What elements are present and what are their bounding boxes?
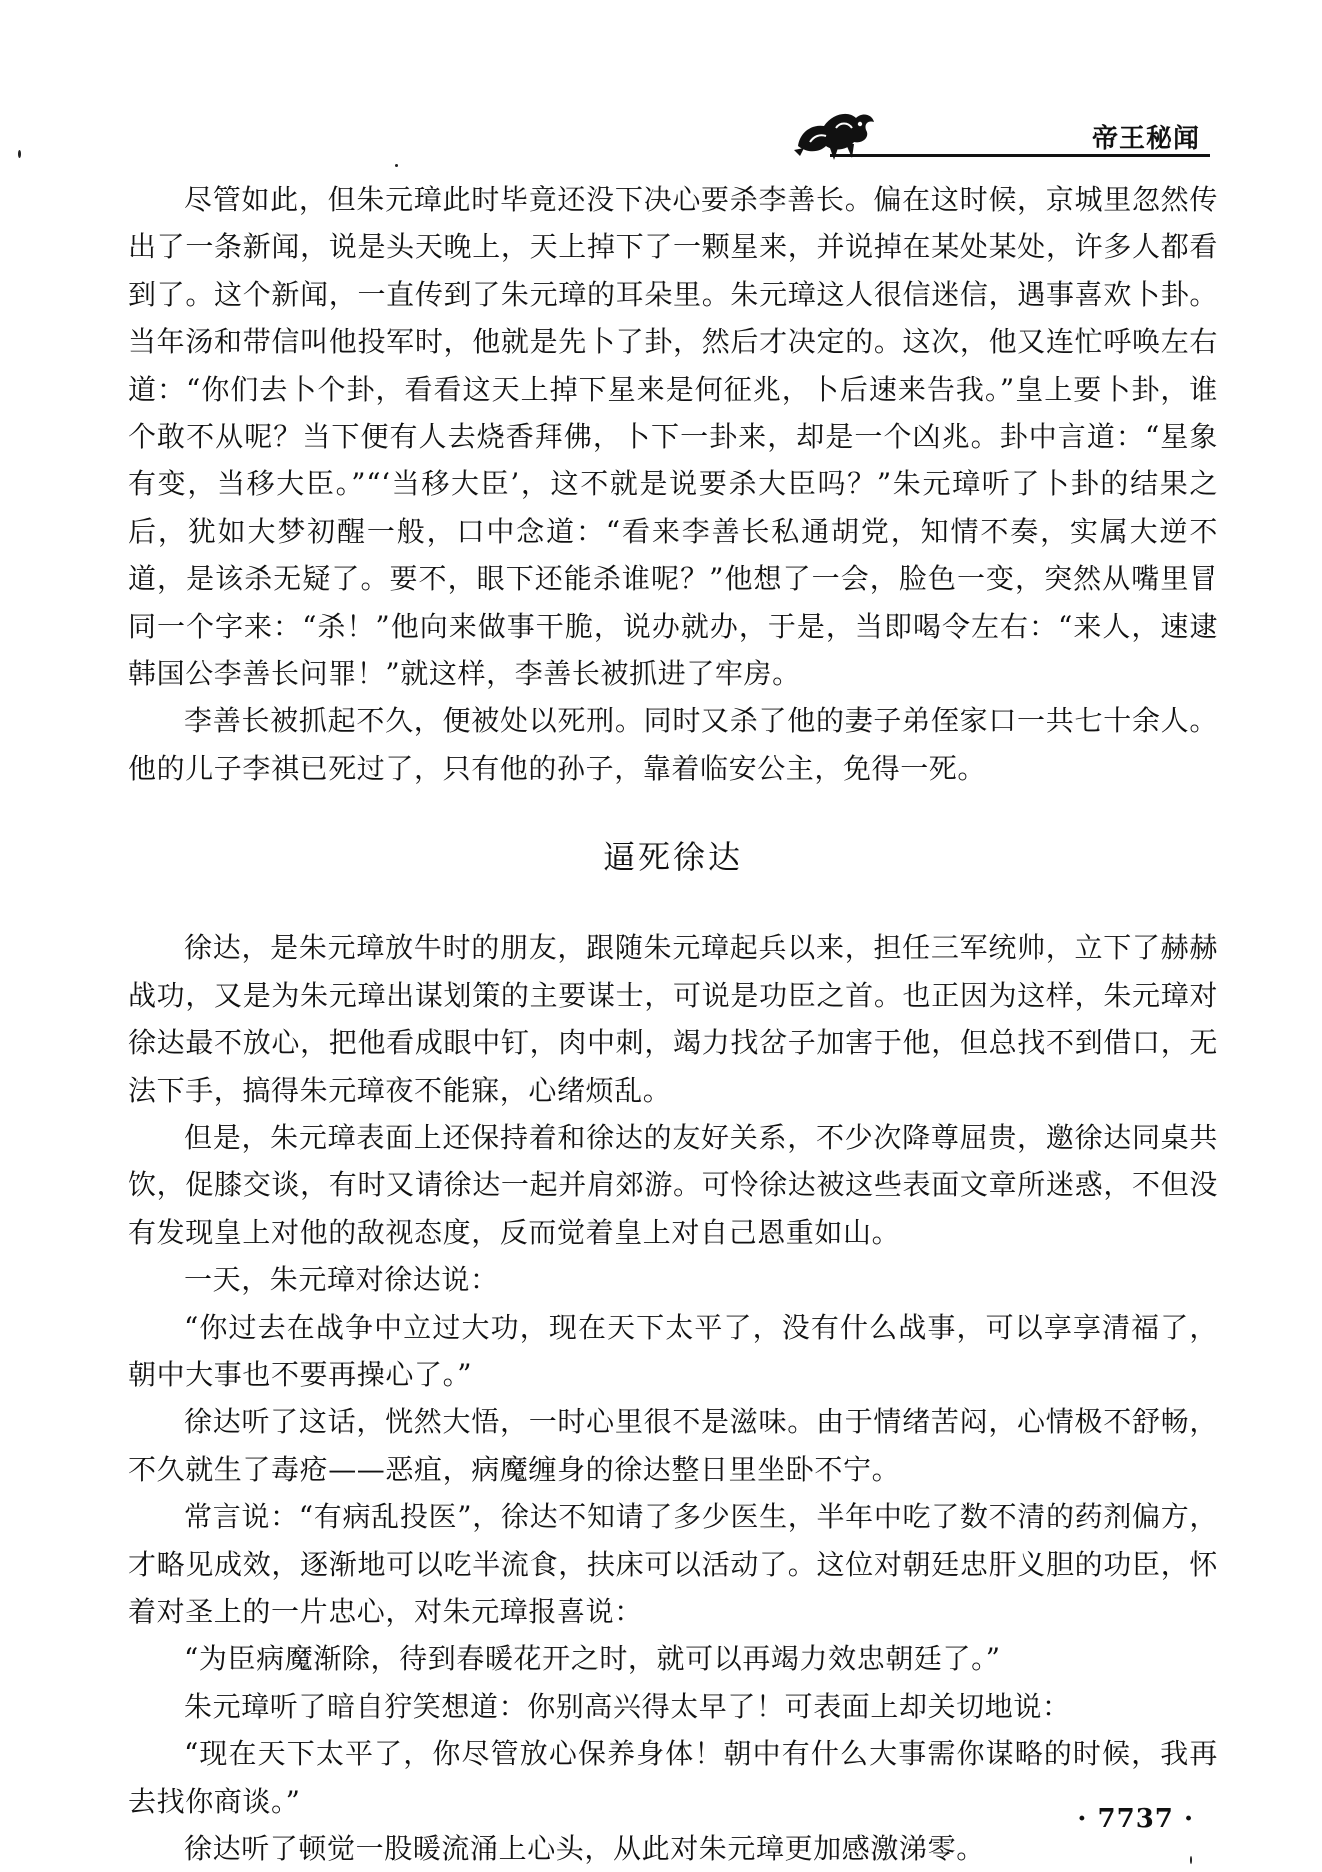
paragraph: 徐达听了顿觉一股暖流涌上心头，从此对朱元璋更加感激涕零。	[184, 1832, 985, 1865]
scan-speck	[18, 150, 21, 158]
book-title: 帝王秘闻	[1091, 124, 1200, 154]
paragraph: “现在天下太平了，你尽管放心保养身体！朝中有什么大事需你谋略的时候，我再去找你商谈。”	[128, 1737, 1218, 1818]
paragraph: 但是，朱元璋表面上还保持着和徐达的友好关系，不少次降尊屈贵，邀徐达同桌共饮，促膝交谈，有时又请徐达一起并肩郊游。可怜徐达被这些表面文章所迷惑，不但没有发现皇上对他的敌视态度，反而觉着皇上对自己恩重如山。	[128, 1120, 1218, 1249]
paragraph: 李善长被抓起不久，便被处以死刑。同时又杀了他的妻子弟侄家口一共七十余人。他的儿子李祺已死过了，只有他的孙子，靠着临安公主，免得一死。	[128, 704, 1218, 785]
page-number: · 7737 ·	[1077, 1804, 1194, 1834]
paragraph: 一天，朱元璋对徐达说：	[184, 1263, 499, 1297]
paragraph: 徐达听了这话，恍然大悟，一时心里很不是滋味。由于情绪苦闷，心情极不舒畅，不久就生了毒疮——恶疽，病魔缠身的徐达整日里坐卧不宁。	[128, 1405, 1218, 1486]
scan-speck	[1190, 1856, 1192, 1864]
running-header	[790, 102, 1210, 164]
paragraph: 尽管如此，但朱元璋此时毕竟还没下决心要杀李善长。偏在这时候，京城里忽然传出了一条新闻，说是头天晚上，天上掉下了一颗星来，并说掉在某处某处，许多人都看到了。这个新闻，一直传到了朱元璋的耳朵里。朱元璋这人很信迷信，遇事喜欢卜卦。当年汤和带信叫他投军时，他就是先卜了卦，然后才决定的。这次，他又连忙呼唤左右道：“你们去卜个卦，看看这天上掉下星来是何征兆，卜后速来告我。”皇上要卜卦，谁个敢不从呢？当下便有人去烧香拜佛，卜下一卦来，却是一个凶兆。卦中言道：“星象有变，当移大臣。”“‘当移大臣’，这不就是说要杀大臣吗？”朱元璋听了卜卦的结果之后，犹如大梦初醒一般，口中念道：“看来李善长私通胡党，知情不奏，实属大逆不道，是该杀无疑了。要不，眼下还能杀谁呢？”他想了一会，脸色一变，突然从嘴里冒同一个字来：“杀！”他向来做事干脆，说办就办，于是，当即喝令左右：“来人，速逮韩国公李善长问罪！”就这样，李善长被抓进了牢房。	[128, 183, 1218, 691]
paragraph: “为臣病魔渐除，待到春暖花开之时，就可以再竭力效忠朝廷了。”	[184, 1642, 1001, 1676]
paragraph: 常言说：“有病乱投医”，徐达不知请了多少医生，半年中吃了数不清的药剂偏方，才略见成效，逐渐地可以吃半流食，扶床可以活动了。这位对朝廷忠肝义胆的功臣，怀着对圣上的一片忠心，对朱元璋报喜说：	[128, 1500, 1218, 1628]
scan-speck	[395, 164, 398, 167]
paragraph: “你过去在战争中立过大功，现在天下太平了，没有什么战事，可以享享清福了，朝中大事也不要再操心了。”	[128, 1310, 1218, 1391]
paragraph: 徐达，是朱元璋放牛时的朋友，跟随朱元璋起兵以来，担任三军统帅，立下了赫赫战功，又是为朱元璋出谋划策的主要谋士，可说是功臣之首。也正因为这样，朱元璋对徐达最不放心，把他看成眼中钉，肉中刺，竭力找岔子加害于他，但总找不到借口，无法下手，搞得朱元璋夜不能寐，心绪烦乱。	[128, 931, 1218, 1107]
page-body	[128, 176, 1218, 1872]
section-title: 逼死徐达	[602, 838, 743, 877]
paragraph: 朱元璋听了暗自狞笑想道：你别高兴得太早了！可表面上却关切地说：	[184, 1689, 1071, 1723]
